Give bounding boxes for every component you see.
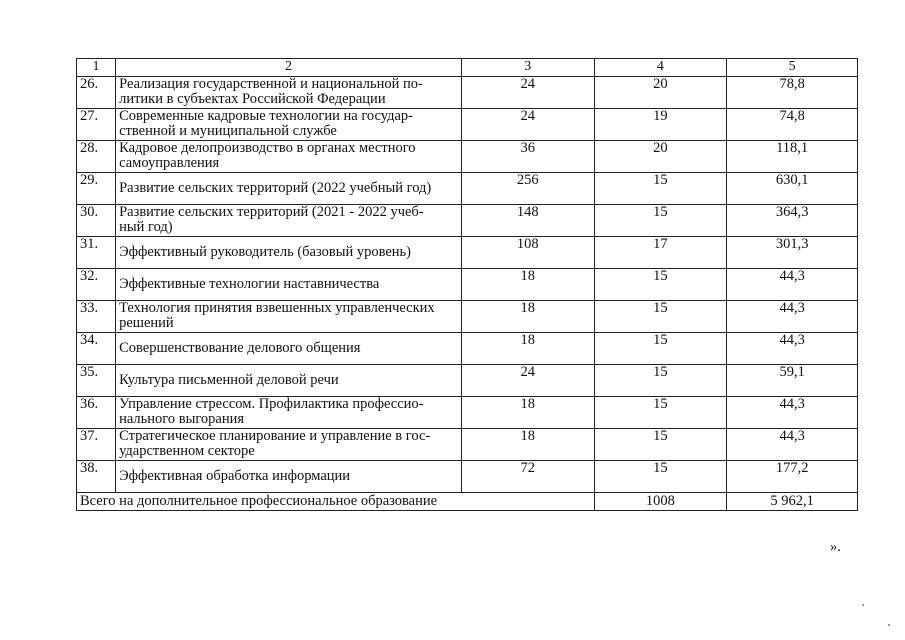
row-number: 34. [77, 333, 116, 365]
amount-cell: 364,3 [727, 205, 858, 237]
column-header-2: 2 [116, 59, 462, 77]
table-row [77, 77, 858, 109]
amount-cell: 74,8 [727, 109, 858, 141]
listeners-cell: 15 [594, 429, 727, 461]
program-name-line-1: Эффективные технологии наставничества [119, 276, 380, 292]
table-row [77, 173, 858, 205]
listeners-cell: 15 [594, 365, 727, 397]
program-name-cell [116, 77, 462, 109]
program-name-line-1: Развитие сельских территорий (2022 учебный год) [119, 180, 432, 196]
table-row [77, 333, 858, 365]
table-row [77, 269, 858, 301]
program-name-line-2: нального выгорания [119, 411, 245, 427]
hours-cell: 18 [461, 269, 594, 301]
hours-cell: 36 [461, 141, 594, 173]
program-name-line-1: Современные кадровые технологии на государ- [119, 108, 413, 124]
hours-cell: 18 [461, 397, 594, 429]
table-row [77, 301, 858, 333]
program-name-line-2: ственной и муниципальной службе [119, 123, 337, 139]
program-name-cell [116, 301, 462, 333]
hours-cell: 108 [461, 237, 594, 269]
program-name-cell [116, 205, 462, 237]
table-row [77, 141, 858, 173]
row-number: 27. [77, 109, 116, 141]
listeners-cell: 15 [594, 173, 727, 205]
amount-cell: 301,3 [727, 237, 858, 269]
column-header-4: 4 [594, 59, 727, 77]
amount-cell: 44,3 [727, 269, 858, 301]
amount-cell: 44,3 [727, 429, 858, 461]
program-name-cell [116, 429, 462, 461]
program-name-cell [116, 141, 462, 173]
amount-cell: 177,2 [727, 461, 858, 493]
hours-cell: 256 [461, 173, 594, 205]
hours-cell: 24 [461, 109, 594, 141]
listeners-cell: 15 [594, 301, 727, 333]
table-row [77, 205, 858, 237]
table-row [77, 365, 858, 397]
program-name-cell [116, 173, 462, 205]
amount-cell: 59,1 [727, 365, 858, 397]
listeners-cell: 19 [594, 109, 727, 141]
program-name-line-1: Культура письменной деловой речи [119, 372, 339, 388]
row-number: 33. [77, 301, 116, 333]
listeners-cell: 15 [594, 205, 727, 237]
row-number: 31. [77, 237, 116, 269]
amount-cell: 44,3 [727, 301, 858, 333]
program-name-line-1: Эффективная обработка информации [119, 468, 351, 484]
hours-cell: 24 [461, 77, 594, 109]
amount-cell: 44,3 [727, 333, 858, 365]
amount-cell: 78,8 [727, 77, 858, 109]
program-name-cell [116, 397, 462, 429]
total-label: Всего на дополнительное профессиональное образование [77, 493, 595, 511]
program-name-cell [116, 461, 462, 493]
total-amount: 5 962,1 [727, 493, 858, 511]
listeners-cell: 17 [594, 237, 727, 269]
program-name-line-2: ный год) [119, 219, 173, 235]
row-number: 29. [77, 173, 116, 205]
table-header-row [77, 59, 858, 77]
program-name-line-2: ударственном секторе [119, 443, 255, 459]
table-row [77, 237, 858, 269]
row-number: 30. [77, 205, 116, 237]
amount-cell: 630,1 [727, 173, 858, 205]
column-header-5: 5 [727, 59, 858, 77]
table-row [77, 461, 858, 493]
amount-cell: 118,1 [727, 141, 858, 173]
row-number: 37. [77, 429, 116, 461]
program-name-line-1: Эффективный руководитель (базовый уровень) [119, 244, 411, 260]
program-name-line-1: Кадровое делопроизводство в органах местного [119, 140, 416, 156]
hours-cell: 18 [461, 301, 594, 333]
program-name-line-2: решений [119, 315, 174, 331]
table-row [77, 109, 858, 141]
program-name-cell [116, 365, 462, 397]
hours-cell: 18 [461, 333, 594, 365]
hours-cell: 148 [461, 205, 594, 237]
listeners-cell: 20 [594, 77, 727, 109]
column-header-3: 3 [461, 59, 594, 77]
scan-speck [862, 604, 864, 606]
program-name-line-1: Совершенствование делового общения [119, 340, 361, 356]
hours-cell: 72 [461, 461, 594, 493]
program-name-line-2: самоуправления [119, 155, 220, 171]
listeners-cell: 15 [594, 461, 727, 493]
program-name-cell [116, 237, 462, 269]
program-name-line-1: Управление стрессом. Профилактика профессио- [119, 396, 424, 412]
hours-cell: 24 [461, 365, 594, 397]
program-name-line-1: Стратегическое планирование и управление в гос- [119, 428, 431, 444]
program-name-line-1: Технология принятия взвешенных управленческих [119, 300, 435, 316]
program-name-cell [116, 109, 462, 141]
total-hours: 1008 [594, 493, 727, 511]
hours-cell: 18 [461, 429, 594, 461]
program-name-cell [116, 333, 462, 365]
program-name-line-1: Реализация государственной и национальной по- [119, 76, 423, 92]
amount-cell: 44,3 [727, 397, 858, 429]
table-row [77, 397, 858, 429]
program-name-line-2: литики в субъектах Российской Федерации [119, 91, 386, 107]
listeners-cell: 15 [594, 269, 727, 301]
row-number: 38. [77, 461, 116, 493]
scan-speck [888, 624, 890, 626]
row-number: 28. [77, 141, 116, 173]
row-number: 26. [77, 77, 116, 109]
listeners-cell: 20 [594, 141, 727, 173]
closing-quote-mark: ». [830, 539, 841, 555]
row-number: 32. [77, 269, 116, 301]
row-number: 36. [77, 397, 116, 429]
budget-table [76, 58, 858, 511]
program-name-line-1: Развитие сельских территорий (2021 - 2022 учеб- [119, 204, 424, 220]
row-number: 35. [77, 365, 116, 397]
table-row [77, 429, 858, 461]
listeners-cell: 15 [594, 333, 727, 365]
total-row [77, 493, 858, 511]
program-name-cell [116, 269, 462, 301]
column-header-1: 1 [77, 59, 116, 77]
listeners-cell: 15 [594, 397, 727, 429]
